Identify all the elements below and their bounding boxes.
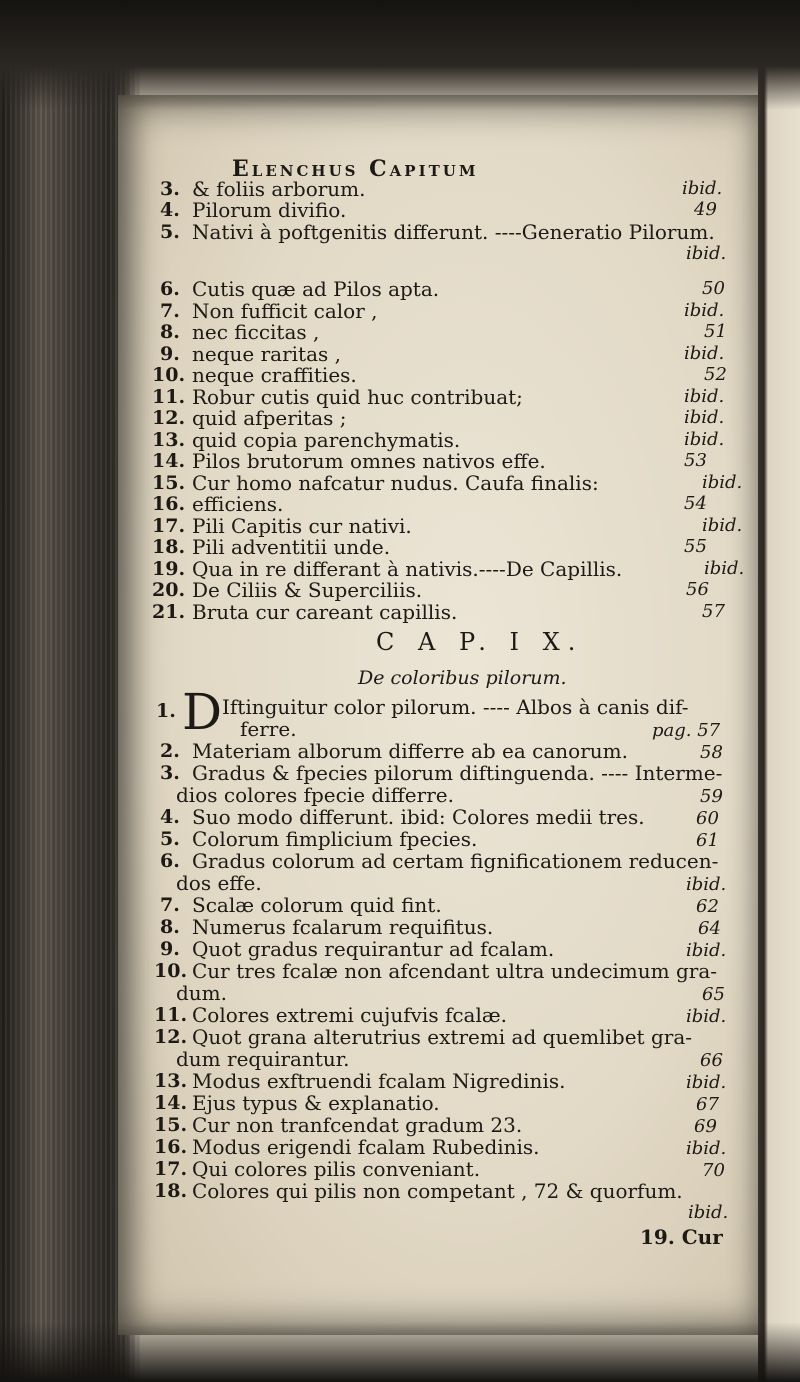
entry-page: ibid. — [682, 178, 723, 199]
entry-text-continued: dum. — [176, 981, 228, 1005]
entry-page: 65 — [702, 984, 725, 1005]
entry-number: 2. — [160, 740, 180, 762]
entry-text: De Ciliis & Superciliis. — [192, 578, 423, 602]
entry-text: Cur tres fcalæ non afcendant ultra undecimum gra- — [192, 959, 718, 983]
entry-text: Bruta cur careant capillis. — [192, 600, 458, 624]
entry-text: Nativi à poftgenitis differunt. ----Generatio Pilorum. — [192, 220, 715, 244]
entry-text: Robur cutis quid huc contribuat; — [192, 385, 523, 409]
entry-number: 11. — [154, 1004, 188, 1026]
entry-text-continued: dios colores fpecie differre. — [176, 783, 454, 807]
entry-number: 4. — [160, 806, 180, 828]
entry-number: 8. — [160, 321, 180, 343]
entry-number: 14. — [154, 1092, 188, 1114]
entry-page: 54 — [684, 493, 707, 514]
entry-number: 9. — [160, 343, 180, 365]
entry-number: 10. — [152, 364, 186, 386]
entry-page: ibid. — [686, 243, 727, 264]
running-header: Elenchus Capitum — [232, 156, 479, 182]
entry-text: Cur non tranfcendat gradum 23. — [192, 1113, 523, 1137]
entry-text: Scalæ colorum quid fint. — [192, 893, 442, 917]
entry-number: 20. — [152, 579, 186, 601]
entry-number: 13. — [152, 429, 186, 451]
entry-page: ibid. — [686, 1006, 727, 1027]
entry-number: 10. — [154, 960, 188, 982]
entry-text: Pili adventitii unde. — [192, 535, 391, 559]
entry-number: 3. — [160, 762, 180, 784]
entry-page: 53 — [684, 450, 707, 471]
entry-number: 16. — [154, 1136, 188, 1158]
entry-text: Qua in re differant à nativis.----De Capillis. — [192, 557, 623, 581]
entry-text: Suo modo differunt. ibid: Colores medii tres. — [192, 805, 645, 829]
entry-number: 16. — [152, 493, 186, 515]
entry-text: quid afperitas ; — [192, 406, 347, 430]
entry-text: Colorum fimplicium fpecies. — [192, 827, 478, 851]
entry-page: 60 — [696, 808, 719, 829]
entry-page: ibid. — [686, 874, 727, 895]
entry-text: Numerus fcalarum requifitus. — [192, 915, 494, 939]
entry-page: 62 — [696, 896, 719, 917]
entry-page: ibid. — [702, 515, 743, 536]
entry-page: 66 — [700, 1050, 723, 1071]
entry-text: Modus exftruendi fcalam Nigredinis. — [192, 1069, 566, 1093]
entry-number: 19. — [152, 558, 186, 580]
entry-number: 15. — [152, 472, 186, 494]
entry-text: Iftinguitur color pilorum. ---- Albos à canis dif- — [222, 695, 689, 719]
entry-number: 5. — [160, 828, 180, 850]
entry-number: 6. — [160, 850, 180, 872]
entry-page: 58 — [700, 742, 723, 763]
entry-text: Colores extremi cujufvis fcalæ. — [192, 1003, 508, 1027]
entry-number: 9. — [160, 938, 180, 960]
entry-number: 21. — [152, 601, 186, 623]
entry-number: 15. — [154, 1114, 188, 1136]
entry-page: 64 — [698, 918, 721, 939]
chapter-subtitle: De coloribus pilorum. — [358, 667, 567, 689]
entry-text: quid copia parenchymatis. — [192, 428, 461, 452]
entry-text: nec ficcitas , — [192, 320, 320, 344]
entry-page: 55 — [684, 536, 707, 557]
entry-text: Non fufficit calor , — [192, 299, 378, 323]
entry-page: ibid. — [684, 407, 725, 428]
chapter-heading: C A P. I X. — [376, 628, 584, 656]
entry-page: ibid. — [702, 472, 743, 493]
entry-text-continued: dos effe. — [176, 871, 262, 895]
entry-page: ibid. — [688, 1202, 729, 1223]
entry-text: Colores qui pilis non competant , 72 & quorfum. — [192, 1179, 683, 1203]
entry-number: 17. — [152, 515, 186, 537]
entry-number: 12. — [154, 1026, 188, 1048]
entry-page: ibid. — [686, 1138, 727, 1159]
entry-page: ibid. — [686, 1072, 727, 1093]
entry-text: Pili Capitis cur nativi. — [192, 514, 412, 538]
entry-page: 50 — [702, 278, 725, 299]
entry-text: Modus erigendi fcalam Rubedinis. — [192, 1135, 540, 1159]
entry-text: Qui colores pilis conveniant. — [192, 1157, 481, 1181]
entry-number: 17. — [154, 1158, 188, 1180]
entry-number: 18. — [152, 536, 186, 558]
entry-page: ibid. — [704, 558, 745, 579]
entry-page: ibid. — [684, 343, 725, 364]
entry-number: 3. — [160, 178, 180, 200]
entry-text: Quot grana alterutrius extremi ad quemlibet gra- — [192, 1025, 692, 1049]
entry-page: pag. 57 — [652, 720, 721, 741]
entry-number: 6. — [160, 278, 180, 300]
entry-number: 4. — [160, 199, 180, 221]
entry-page: ibid. — [684, 429, 725, 450]
entry-page: 70 — [702, 1160, 725, 1181]
entry-page: 59 — [700, 786, 723, 807]
entry-number: 14. — [152, 450, 186, 472]
entry-text: Quot gradus requirantur ad fcalam. — [192, 937, 555, 961]
entry-number: 8. — [160, 916, 180, 938]
entry-number: 12. — [152, 407, 186, 429]
entry-text: & foliis arborum. — [192, 177, 366, 201]
entry-number: 7. — [160, 300, 180, 322]
entry-text: Pilos brutorum omnes nativos effe. — [192, 449, 546, 473]
entry-text: Ejus typus & explanatio. — [192, 1091, 440, 1115]
entry-text: Materiam alborum differre ab ea canorum. — [192, 739, 628, 763]
drop-cap: D — [182, 683, 223, 741]
entry-number: 5. — [160, 221, 180, 243]
entry-text: Cur homo nafcatur nudus. Caufa finalis: — [192, 471, 599, 495]
entry-text: Gradus & fpecies pilorum diftinguenda. ---- Interme- — [192, 761, 723, 785]
entry-number: 1. — [156, 700, 176, 722]
entry-text: Pilorum divifio. — [192, 198, 347, 222]
entry-number: 7. — [160, 894, 180, 916]
entry-text: neque craffities. — [192, 363, 357, 387]
entry-page: 57 — [702, 601, 725, 622]
entry-text: efficiens. — [192, 492, 284, 516]
entry-page: 56 — [686, 579, 709, 600]
entry-number: 18. — [154, 1180, 188, 1202]
entry-text-continued: dum requirantur. — [176, 1047, 350, 1071]
entry-page: 69 — [694, 1116, 717, 1137]
entry-page: ibid. — [684, 300, 725, 321]
entry-page: 52 — [704, 364, 727, 385]
entry-text-continued: ferre. — [240, 717, 297, 741]
entry-page: 61 — [696, 830, 719, 851]
entry-text: Gradus colorum ad certam fignificationem reducen- — [192, 849, 719, 873]
entry-text: Cutis quæ ad Pilos apta. — [192, 277, 440, 301]
entry-page: 51 — [704, 321, 727, 342]
entry-page: ibid. — [684, 386, 725, 407]
entry-number: 11. — [152, 386, 186, 408]
entry-text: neque raritas , — [192, 342, 341, 366]
entry-page: ibid. — [686, 940, 727, 961]
entry-page: 67 — [696, 1094, 719, 1115]
entry-page: 49 — [694, 199, 717, 220]
catchword: 19. Cur — [640, 1225, 723, 1249]
entry-number: 13. — [154, 1070, 188, 1092]
